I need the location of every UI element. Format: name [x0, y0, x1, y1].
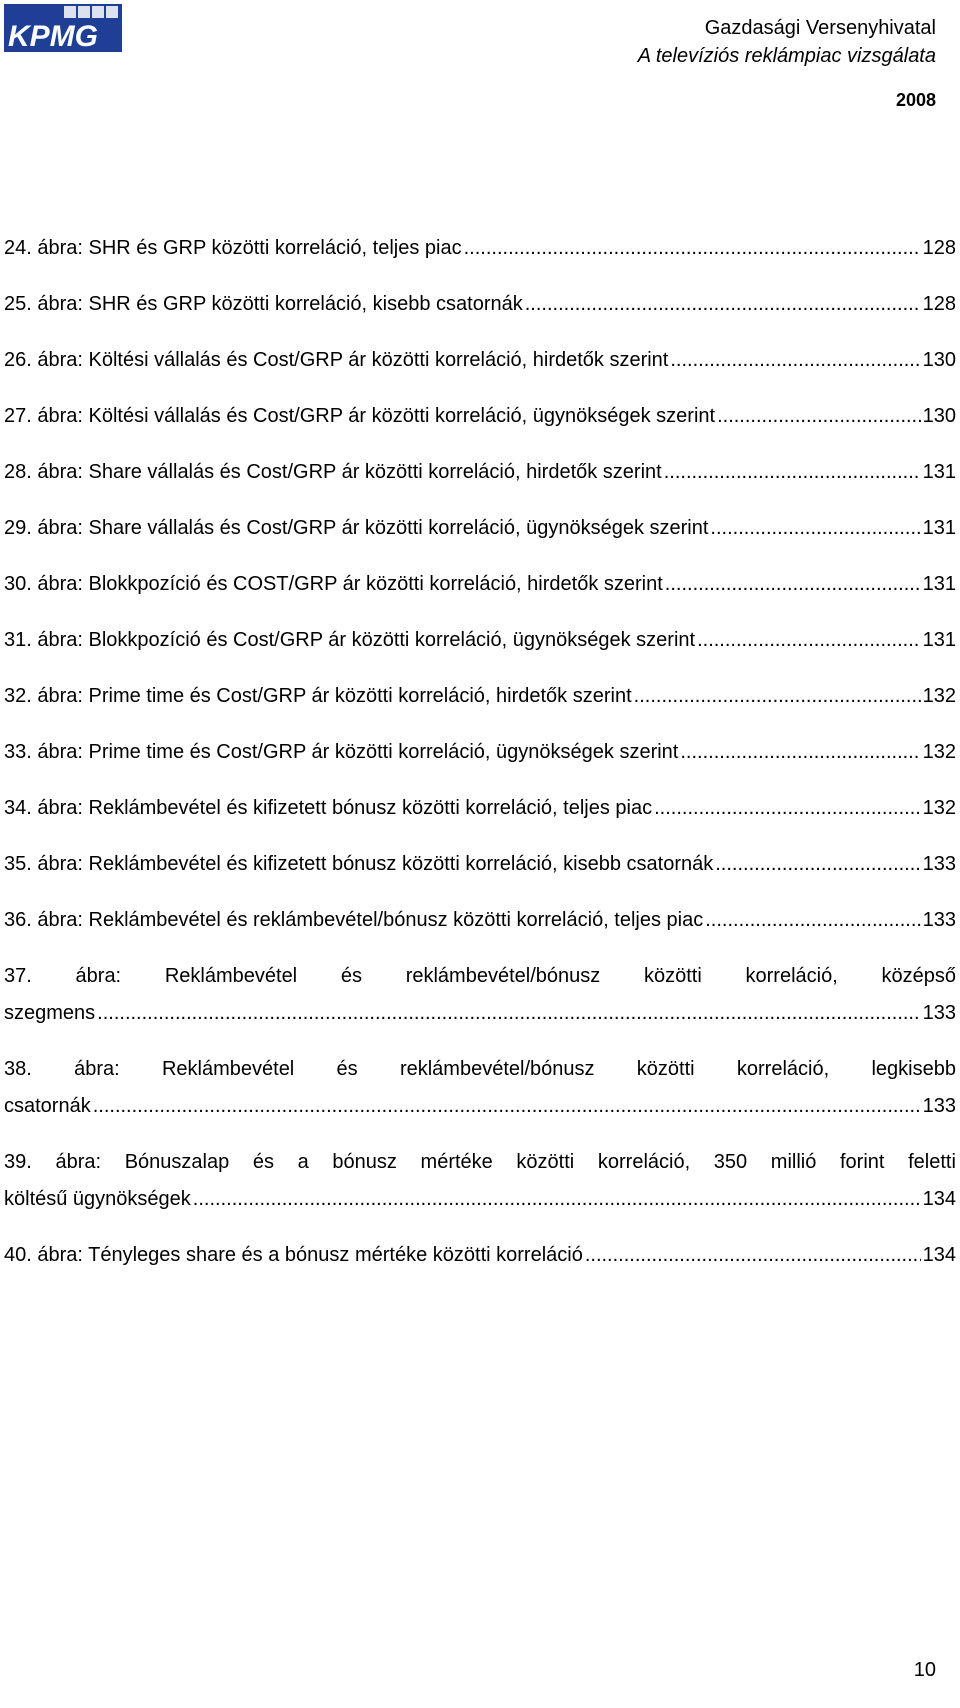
toc-entry-page: 133 [922, 1002, 956, 1024]
toc-row[interactable] [4, 846, 956, 883]
toc-entry [4, 342, 956, 379]
toc-entry [4, 1237, 956, 1274]
toc-entry-page: 133 [922, 1095, 956, 1117]
toc-entry-page: 134 [922, 1188, 956, 1210]
toc-row[interactable] [4, 1088, 956, 1125]
toc-entry-title: 31. ábra: Blokkpozíció és Cost/GRP ár közötti korreláció, ügynökségek szerint [4, 629, 696, 651]
toc-entry [4, 790, 956, 827]
toc-row[interactable] [4, 510, 956, 547]
toc-entry [4, 678, 956, 715]
dot-leader [665, 566, 921, 603]
dot-leader [670, 342, 920, 379]
toc-entry-page: 131 [922, 629, 956, 651]
kpmg-logo [4, 4, 122, 52]
toc-row[interactable] [4, 995, 956, 1032]
toc-entry [4, 566, 956, 603]
toc-entry-page: 132 [922, 741, 956, 763]
header-year: 2008 [895, 90, 936, 110]
toc-row[interactable] [4, 342, 956, 379]
toc-entry-title: 32. ábra: Prime time és Cost/GRP ár közötti korreláció, hirdetők szerint [4, 685, 632, 707]
dot-leader [585, 1237, 921, 1274]
toc-entry-page: 134 [922, 1244, 956, 1266]
toc-entry-page: 132 [922, 797, 956, 819]
toc-entry-page: 128 [922, 237, 956, 259]
toc-entry-title: 26. ábra: Költési vállalás és Cost/GRP ár közötti korreláció, hirdetők szerint [4, 349, 669, 371]
toc-row[interactable] [4, 902, 956, 939]
toc-entry-title: 30. ábra: Blokkpozíció és COST/GRP ár közötti korreláció, hirdetők szerint [4, 573, 663, 595]
toc-row[interactable] [4, 566, 956, 603]
toc-entry-page: 128 [922, 293, 956, 315]
header-subtitle: A televíziós reklámpiac vizsgálata [637, 45, 936, 67]
toc-entry [4, 398, 956, 435]
toc-entry-page: 132 [922, 685, 956, 707]
header-title: Gazdasági Versenyhivatal [704, 17, 936, 39]
dot-leader [193, 1181, 921, 1218]
toc-entry-page: 131 [922, 461, 956, 483]
logo-text: KPMG [8, 20, 98, 52]
toc-entry-title: 27. ábra: Költési vállalás és Cost/GRP ár közötti korreláció, ügynökségek szerint [4, 405, 716, 427]
dot-leader [634, 678, 921, 715]
toc-entry-title: csatornák [4, 1095, 91, 1117]
toc-entry-title: 29. ábra: Share vállalás és Cost/GRP ár közötti korreláció, ügynökségek szerint [4, 517, 709, 539]
toc-entry-title: 25. ábra: SHR és GRP közötti korreláció, kisebb csatornák [4, 293, 523, 315]
toc-entry [4, 286, 956, 323]
toc-entry [4, 622, 956, 659]
toc-entry-title: 33. ábra: Prime time és Cost/GRP ár közötti korreláció, ügynökségek szerint [4, 741, 679, 763]
toc-entry [4, 230, 956, 267]
dot-leader [654, 790, 921, 827]
toc-entry-page: 130 [922, 405, 956, 427]
toc-entry-title: 40. ábra: Tényleges share és a bónusz mértéke közötti korreláció [4, 1244, 583, 1266]
toc-entry-title-line1: 38. ábra: Reklámbevétel és reklámbevétel/bónusz közötti korreláció, legkisebb [4, 1058, 956, 1080]
header [638, 14, 936, 112]
toc-entry-wrapped [4, 958, 956, 1032]
toc-row[interactable] [4, 1181, 956, 1218]
dot-leader [464, 230, 921, 267]
toc-entry-wrapped [4, 1144, 956, 1218]
dot-leader [664, 454, 921, 491]
dot-leader [697, 622, 921, 659]
toc-entry-title: 34. ábra: Reklámbevétel és kifizetett bónusz közötti korreláció, teljes piac [4, 797, 653, 819]
dot-leader [525, 286, 921, 323]
toc-row[interactable] [4, 1237, 956, 1274]
toc-entry-title: 35. ábra: Reklámbevétel és kifizetett bónusz közötti korreláció, kisebb csatornák [4, 853, 714, 875]
toc-entry-page: 133 [922, 853, 956, 875]
toc-entry-wrapped [4, 1051, 956, 1125]
dot-leader [705, 902, 920, 939]
toc-row[interactable] [4, 734, 956, 771]
toc-row[interactable] [4, 230, 956, 267]
toc-row[interactable] [4, 398, 956, 435]
table-of-figures [4, 230, 956, 1293]
toc-entry-page: 131 [922, 517, 956, 539]
toc-entry-title-line1: 39. ábra: Bónuszalap és a bónusz mértéke közötti korreláció, 350 millió forint feletti [4, 1151, 956, 1173]
toc-entry [4, 846, 956, 883]
toc-entry-title: szegmens [4, 1002, 96, 1024]
toc-entry-page: 131 [922, 573, 956, 595]
dot-leader [680, 734, 920, 771]
toc-entry [4, 734, 956, 771]
dot-leader [717, 398, 921, 435]
page-number: 10 [913, 1659, 936, 1681]
toc-entry-title: 36. ábra: Reklámbevétel és reklámbevétel/bónusz közötti korreláció, teljes piac [4, 909, 704, 931]
toc-entry-title: 24. ábra: SHR és GRP közötti korreláció, teljes piac [4, 237, 462, 259]
dot-leader [93, 1088, 921, 1125]
toc-row[interactable] [4, 622, 956, 659]
toc-entry [4, 510, 956, 547]
toc-entry [4, 454, 956, 491]
dot-leader [97, 995, 920, 1032]
toc-row[interactable] [4, 790, 956, 827]
dot-leader [710, 510, 920, 547]
toc-entry-page: 130 [922, 349, 956, 371]
toc-entry-page: 133 [922, 909, 956, 931]
toc-entry-title-line1: 37. ábra: Reklámbevétel és reklámbevétel/bónusz közötti korreláció, középső [4, 965, 956, 987]
dot-leader [715, 846, 920, 883]
toc-row[interactable] [4, 286, 956, 323]
toc-entry-title: 28. ábra: Share vállalás és Cost/GRP ár közötti korreláció, hirdetők szerint [4, 461, 662, 483]
toc-entry [4, 902, 956, 939]
toc-row[interactable] [4, 454, 956, 491]
toc-row[interactable] [4, 678, 956, 715]
toc-entry-title: költésű ügynökségek [4, 1188, 191, 1210]
